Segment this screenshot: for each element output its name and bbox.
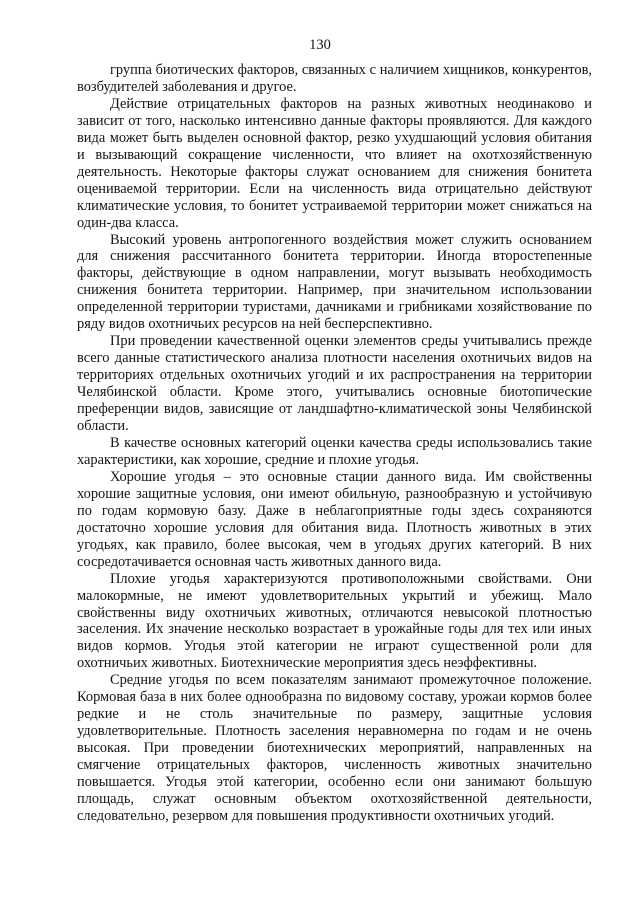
paragraph-poor-lands: Плохие угодья характеризуются противоположными свойствами. Они малокормные, не имеют удовлетворительных укрытий и убежищ. Мало свойственны виду охотничьих животных, отличаются невысокой плотностью заселения. Их значение несколько возрастает в урожайные годы для тех или иных видов кормов. Угодья этой категории не играют существенной роли для охотничьих животных. Биотехнические мероприятия здесь неэффективны.: [77, 570, 592, 672]
paragraph-negative-factors: Действие отрицательных факторов на разных животных неодинаково и зависит от того, насколько интенсивно данные факторы проявляются. Для каждого вида может быть выделен основной фактор, резко ухудшающий условия обитания и вызывающий сокращение численности, что влияет на охотхозяйственную деятельность. Некоторые факторы служат основанием для снижения бонитета оцениваемой территории. Если на численность вида отрицательно действуют климатические условия, то бонитет устраиваемой территории может снижаться на один-два класса.: [77, 95, 592, 231]
paragraph-quality-assessment: При проведении качественной оценки элементов среды учитывались прежде всего данные статистического анализа плотности населения охотничьих видов на территориях отдельных охотничьих угодий и их распространения на территории Челябинской области. Кроме этого, учитывались основные биотопические преференции видов, зависящие от ландшафтно-климатической зоны Челябинской области.: [77, 333, 592, 435]
paragraph-continuation: группа биотических факторов, связанных с наличием хищников, конкурентов, возбудителей заболевания и другое.: [77, 62, 592, 95]
paragraph-categories: В качестве основных категорий оценки качества среды использовались такие характеристики, как хорошие, средние и плохие угодья.: [77, 434, 592, 468]
paragraph-medium-lands: Средние угодья по всем показателям занимают промежуточное положение. Кормовая база в них более однообразна по видовому составу, урожаи кормов более редкие и не столь значительные по размеру, защитные условия удовлетворительные. Плотность заселения неравномерна по годам и не очень высокая. При проведении биотехнических мероприятий, направленных на смягчение отрицательных факторов, численность животных значительно повышается. Угодья этой категории, особенно если они занимают большую площадь, служат основным объектом охотхозяйственной деятельности, следовательно, резервом для повышения продуктивности охотничьих угодий.: [77, 672, 592, 824]
page-number: 130: [309, 37, 331, 53]
text-body: [77, 62, 592, 825]
paragraph-anthropogenic-impact: Высокий уровень антропогенного воздействия может служить основанием для снижения рассчитанного бонитета территории. Иногда второстепенные факторы, действующие в одном направлении, могут вызывать необходимость снижения бонитета территории. Например, при значительном использовании определенной территории туристами, дачниками и грибниками хозяйствование по ряду видов охотничьих ресурсов на ней бесперспективно.: [77, 231, 592, 333]
paragraph-good-lands: Хорошие угодья – это основные стации данного вида. Им свойственны хорошие защитные условия, они имеют обильную, разнообразную и устойчивую по годам кормовую базу. Даже в неблагоприятные годы здесь сохраняются достаточно хорошие условия для обитания вида. Плотность животных в этих угодьях, как правило, более высокая, чем в угодьях других категорий. В них сосредотачивается основная часть животных данного вида.: [77, 468, 592, 570]
